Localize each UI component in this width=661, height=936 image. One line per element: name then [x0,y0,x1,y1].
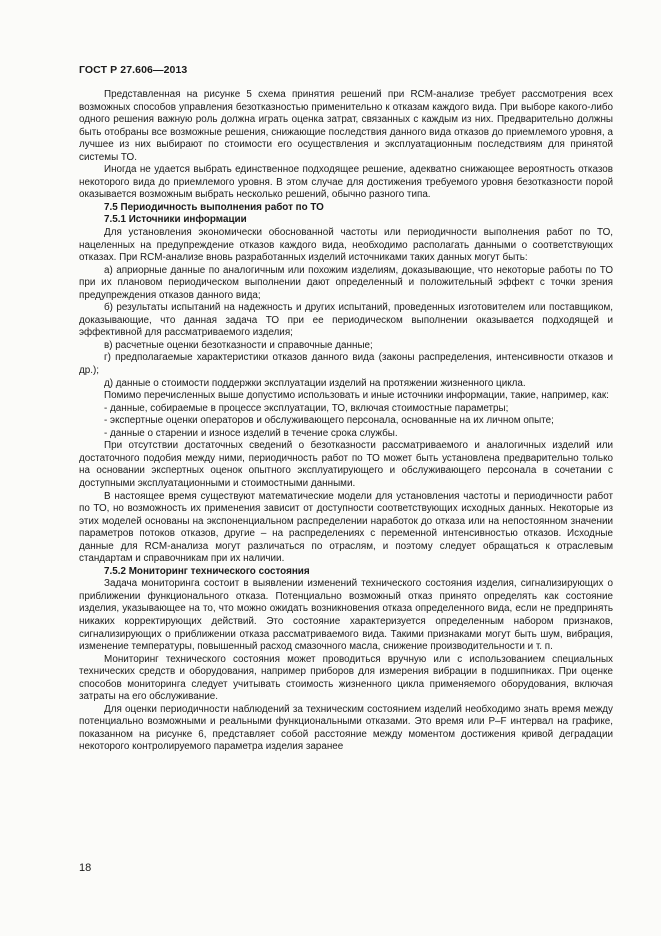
list-item: а) априорные данные по аналогичным или похожим изделиям, доказывающие, что некоторые работы по ТО при их плановом периодическом выполнении дают определенный и положительный эффект с точки зрения предупреждения отказов данного вида; [79,264,613,301]
paragraph: Помимо перечисленных выше допустимо использовать и иные источники информации, такие, например, как: [104,390,609,402]
document-body [79,89,613,754]
list-item: в) расчетные оценки безотказности и справочные данные; [104,339,373,351]
document-header: ГОСТ Р 27.606—2013 [79,64,188,76]
subsection-heading: 7.5.2 Мониторинг технического состояния [104,565,310,577]
subsection-heading: 7.5.1 Источники информации [104,214,247,226]
list-item: - экспертные оценки операторов и обслуживающего персонала, основанные на их личном опыте; [104,415,554,427]
list-item: - данные о старении и износе изделий в течение срока службы. [104,427,398,439]
list-item: д) данные о стоимости поддержки эксплуатации изделий на протяжении жизненного цикла. [104,377,526,389]
section-heading: 7.5 Периодичность выполнения работ по ТО [104,201,324,213]
paragraph: Для оценки периодичности наблюдений за техническим состоянием изделий необходимо знать время между потенциально возможными и реальными функциональными отказами. Это время или P–F интервал на графике, показанном на рисунке 6, представляет собой расстояние между моментом достижения кривой деградации некоторого контролируемого параметра изделия заранее [79,703,613,753]
paragraph: В настоящее время существуют математические модели для установления частоты и периодичности работ по ТО, но возможность их применения зависит от доступности соответствующих исходных данных. Некоторые из этих моделей основаны на экспоненциальном распределении наработок до отказа или на непостоянном значении параметров потоков отказов, другие – на распределениях с переменной интенсивностью отказов. Исходные данные для RCM-анализа могут различаться по отраслям, и поэтому следует обращаться к отраслевым стандартам и справочникам при их наличии. [79,490,613,565]
paragraph: Представленная на рисунке 5 схема принятия решений при RCM-анализе требует рассмотрения всех возможных способов управления безотказностью применительно к отказам каждого вида. При выборе какого-либо одного решения важную роль должна играть оценка затрат, связанных с каждым из них. Предварительно должны быть отобраны все возможные решения, снижающие последствия данного вида отказов до приемлемого уровня, а лучшее из них выбирают по стоимости его осуществления и эксплуатационным последствиям для принятой системы ТО. [79,89,613,163]
list-item: - данные, собираемые в процессе эксплуатации, ТО, включая стоимостные параметры; [104,402,509,414]
paragraph: Для установления экономически обоснованной частоты или периодичности выполнения работ по ТО, нацеленных на предупреждение отказов каждого вида, необходимо располагать данными о соответствующих отказах. При RCM-анализе вновь разработанных изделий источниками таких данных могут быть: [79,227,613,264]
paragraph: При отсутствии достаточных сведений о безотказности рассматриваемого и аналогичных изделий или достаточного подобия между ними, периодичность работ по ТО может быть установлена предварительно только на основании экспертных оценок опытного эксплуатирующего и обслуживающего персонала в сочетании с доступными эксплуатационными и стоимостными данными. [79,440,613,489]
list-item: г) предполагаемые характеристики отказов данного вида (законы распределения, интенсивности отказов и др.); [79,352,613,377]
paragraph: Иногда не удается выбрать единственное подходящее решение, адекватно снижающее вероятность отказов некоторого вида до приемлемого уровня. В этом случае для достижения требуемого уровня безотказности порой оказывается возможным выбрать несколько решений, обычно разного типа. [79,164,613,201]
paragraph: Мониторинг технического состояния может проводиться вручную или с использованием специальных технических средств и оборудования, например приборов для измерения вибрации в подшипниках. При оценке способов мониторинга следует учитывать стоимость жизненного цикла применяемого оборудования, включая затраты на его обслуживание. [79,653,613,703]
paragraph: Задача мониторинга состоит в выявлении изменений технического состояния изделия, сигнализирующих о приближении функционального отказа. Потенциально возможный отказ принято определять как состояние изделия, указывающее на то, что можно ожидать возникновения отказа определенного вида, если не предпринять никаких корректирующих действий. Это состояние характеризуется определенным набором признаков, сигнализирующих о приближении отказа рассматриваемого вида. Такими признаками могут быть шум, вибрация, изменение температуры, повышенный расход смазочного масла, снижение производительности и т. п. [79,578,613,653]
page-number: 18 [79,862,92,874]
list-item: б) результаты испытаний на надежность и других испытаний, проведенных изготовителем или поставщиком, доказывающие, что данная задача ТО при ее периодическом выполнении оказывается подходящей и эффективной для рассматриваемого изделия; [79,302,613,339]
